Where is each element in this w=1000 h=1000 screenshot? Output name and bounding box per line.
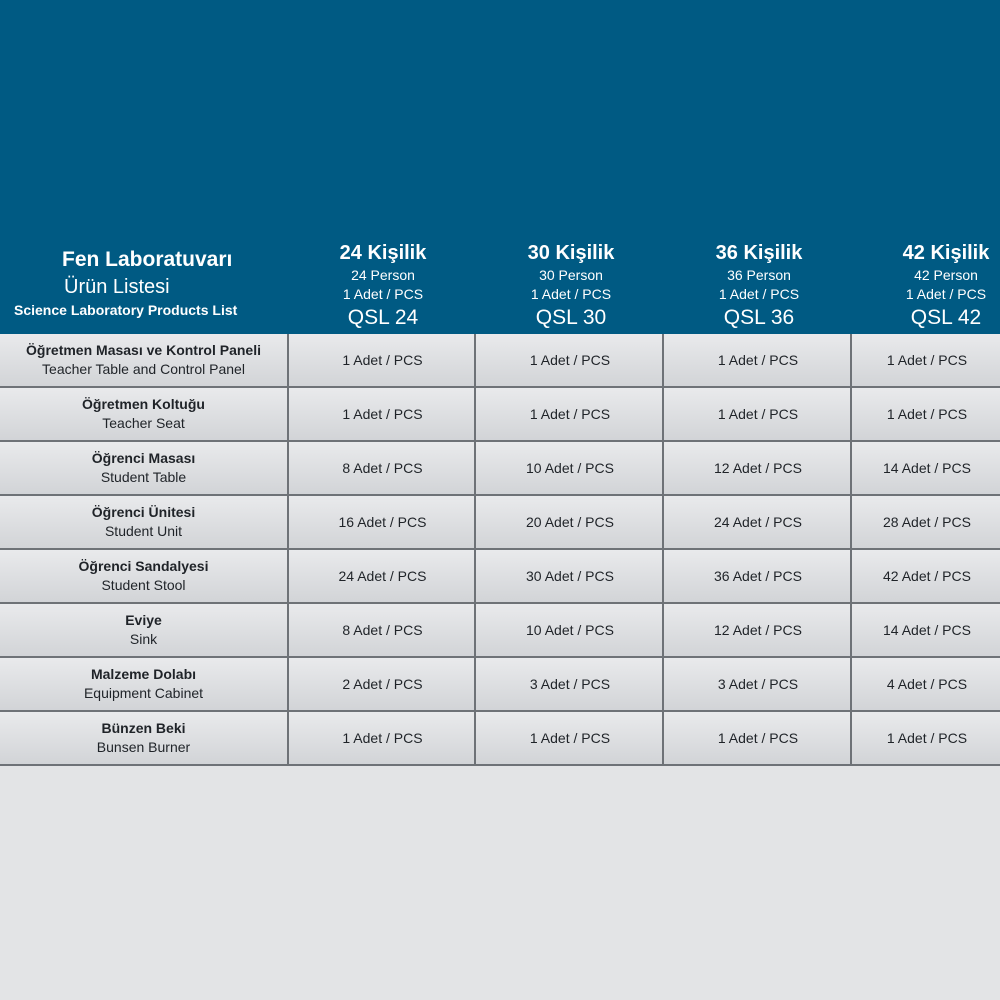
quantity-cell: 3 Adet / PCS (478, 658, 664, 710)
quantity-cell: 1 Adet / PCS (666, 712, 852, 764)
product-name-tr: Öğretmen Koltuğu (82, 396, 205, 412)
column-header-42 (853, 240, 1000, 332)
quantity-cell: 4 Adet / PCS (886, 676, 968, 692)
table-row (0, 442, 1000, 496)
column-capacity-en: 24 Person (351, 267, 415, 283)
product-name-tr: Eviye (125, 612, 162, 628)
quantity-cell: 3 Adet / PCS (666, 658, 852, 710)
quantity-cell: 1 Adet / PCS (291, 712, 476, 764)
column-quantity: 1 Adet / PCS (342, 286, 424, 302)
quantity-cell: 1 Adet / PCS (478, 334, 664, 386)
product-name-cell (0, 712, 289, 764)
column-header-24 (290, 240, 476, 332)
quantity-cell: 42 Adet / PCS (883, 568, 971, 584)
product-name-en: Student Table (100, 469, 187, 485)
column-capacity-en: 30 Person (539, 267, 603, 283)
quantity-cell: 1 Adet / PCS (666, 334, 852, 386)
quantity-cell: 14 Adet / PCS (883, 460, 971, 476)
product-name-tr: Öğretmen Masası ve Kontrol Paneli (26, 342, 261, 358)
column-header-30 (478, 240, 664, 332)
product-name-tr: Bünzen Beki (101, 720, 186, 736)
product-name-en: Teacher Table and Control Panel (42, 361, 245, 377)
quantity-cell: 1 Adet / PCS (478, 712, 664, 764)
quantity-cell: 14 Adet / PCS (883, 622, 971, 638)
products-table (0, 334, 1000, 766)
quantity-cell: 24 Adet / PCS (291, 550, 476, 602)
quantity-cell: 10 Adet / PCS (478, 604, 664, 656)
title-english: Science Laboratory Products List (14, 302, 238, 318)
column-code: QSL 24 (347, 306, 419, 329)
product-name-cell (0, 604, 289, 656)
product-name-cell (0, 658, 289, 710)
product-name-en: Teacher Seat (102, 415, 185, 431)
header-banner (0, 0, 1000, 334)
product-name-tr: Öğrenci Masası (91, 450, 196, 466)
product-name-en: Student Stool (101, 577, 186, 593)
column-code: QSL 36 (723, 306, 795, 329)
column-capacity-tr: 42 Kişilik (902, 242, 990, 264)
title-turkish: Fen Laboratuvarı (62, 248, 233, 271)
quantity-cell: 20 Adet / PCS (478, 496, 664, 548)
quantity-cell: 28 Adet / PCS (883, 514, 971, 530)
quantity-cell: 1 Adet / PCS (886, 352, 968, 368)
product-name-cell (0, 388, 289, 440)
column-capacity-tr: 30 Kişilik (527, 242, 615, 264)
quantity-cell: 1 Adet / PCS (886, 406, 968, 422)
quantity-cell: 10 Adet / PCS (478, 442, 664, 494)
quantity-cell: 24 Adet / PCS (666, 496, 852, 548)
quantity-cell: 12 Adet / PCS (666, 442, 852, 494)
quantity-cell: 30 Adet / PCS (478, 550, 664, 602)
product-name-cell (0, 334, 289, 386)
product-name-en: Sink (129, 631, 158, 647)
quantity-cell: 12 Adet / PCS (666, 604, 852, 656)
column-code: QSL 30 (535, 306, 607, 329)
column-header-36 (666, 240, 852, 332)
product-name-tr: Malzeme Dolabı (90, 666, 197, 682)
column-capacity-tr: 36 Kişilik (715, 242, 803, 264)
quantity-cell: 1 Adet / PCS (291, 334, 476, 386)
product-name-cell (0, 550, 289, 602)
quantity-cell: 1 Adet / PCS (666, 388, 852, 440)
table-row (0, 550, 1000, 604)
table-row (0, 334, 1000, 388)
column-capacity-en: 36 Person (727, 267, 791, 283)
product-name-tr: Öğrenci Sandalyesi (78, 558, 209, 574)
column-capacity-tr: 24 Kişilik (339, 242, 427, 264)
column-quantity: 1 Adet / PCS (905, 286, 987, 302)
quantity-cell: 8 Adet / PCS (291, 604, 476, 656)
product-name-cell (0, 442, 289, 494)
table-row (0, 712, 1000, 766)
column-quantity: 1 Adet / PCS (718, 286, 800, 302)
product-name-en: Equipment Cabinet (83, 685, 204, 701)
product-name-cell (0, 496, 289, 548)
quantity-cell: 16 Adet / PCS (291, 496, 476, 548)
quantity-cell: 1 Adet / PCS (291, 388, 476, 440)
title-subtitle: Ürün Listesi (64, 276, 170, 298)
product-name-en: Student Unit (104, 523, 183, 539)
table-row (0, 388, 1000, 442)
table-row (0, 658, 1000, 712)
quantity-cell: 2 Adet / PCS (291, 658, 476, 710)
column-code: QSL 42 (910, 306, 982, 329)
column-capacity-en: 42 Person (914, 267, 978, 283)
column-quantity: 1 Adet / PCS (530, 286, 612, 302)
table-row (0, 604, 1000, 658)
product-name-en: Bunsen Burner (96, 739, 191, 755)
quantity-cell: 8 Adet / PCS (291, 442, 476, 494)
quantity-cell: 1 Adet / PCS (478, 388, 664, 440)
quantity-cell: 36 Adet / PCS (666, 550, 852, 602)
quantity-cell: 1 Adet / PCS (886, 730, 968, 746)
product-name-tr: Öğrenci Ünitesi (91, 504, 196, 520)
table-row (0, 496, 1000, 550)
